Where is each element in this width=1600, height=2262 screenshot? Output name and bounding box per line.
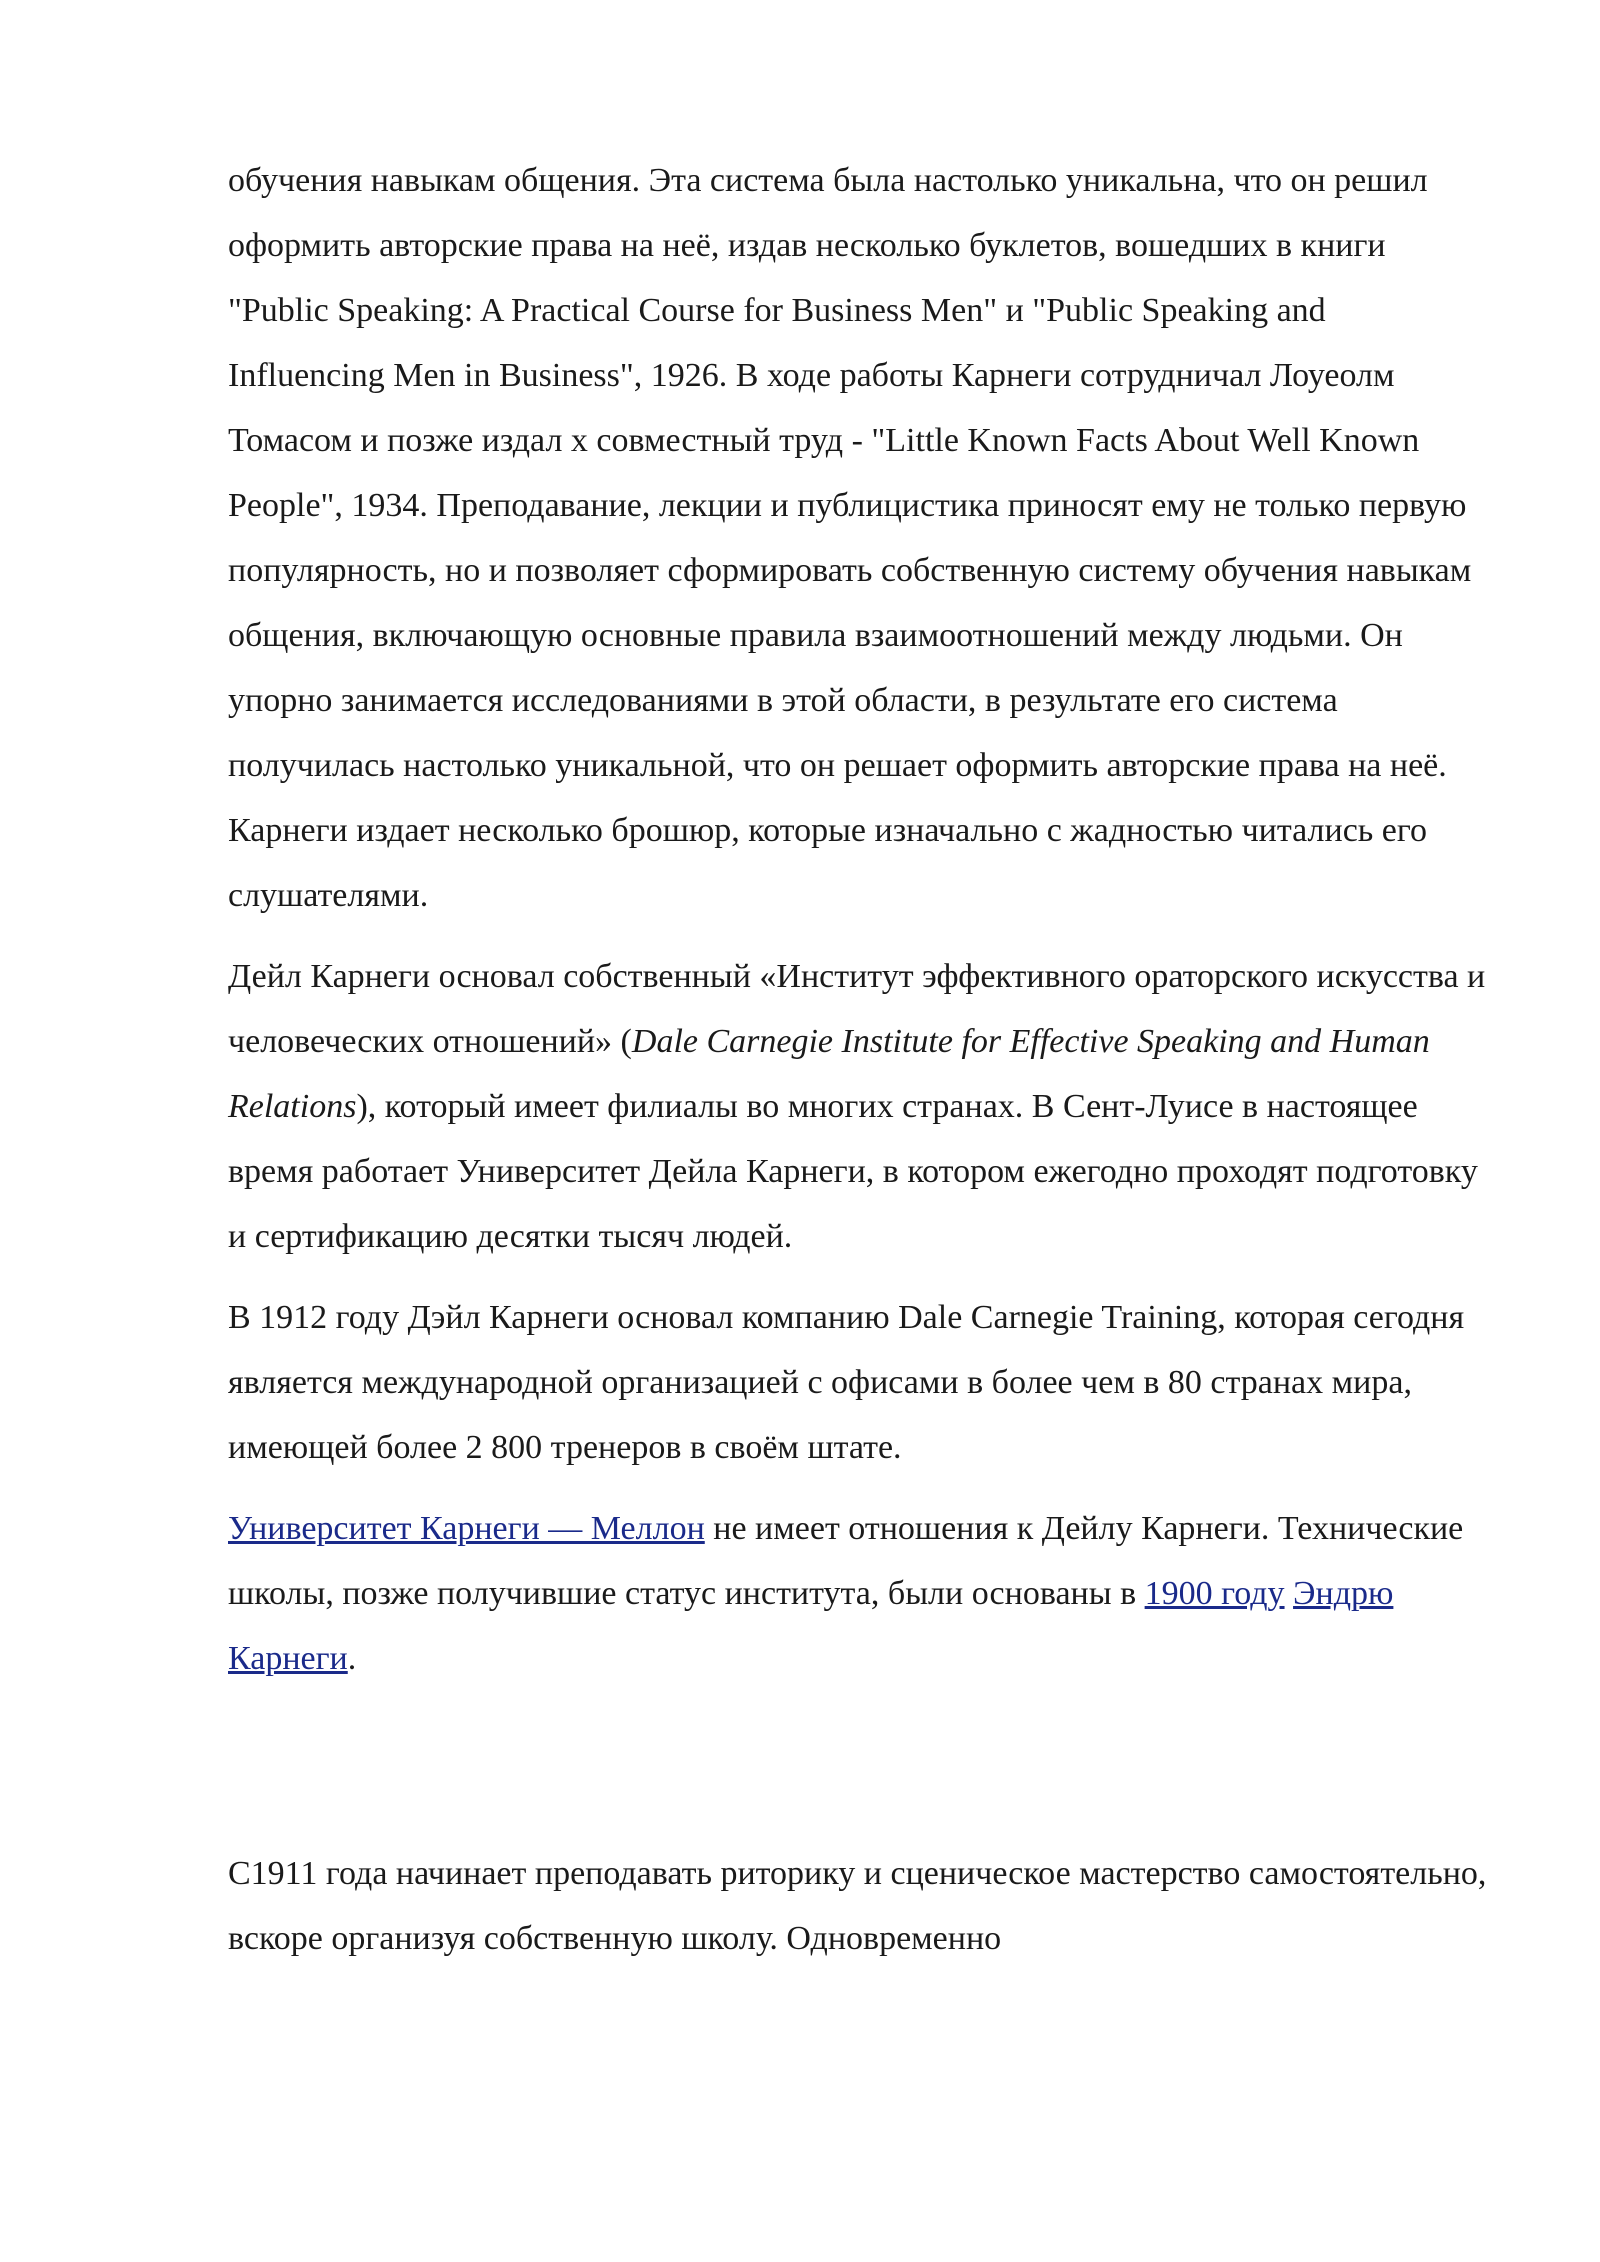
paragraph-carnegie-institute [228, 944, 1488, 1269]
paragraph-dale-carnegie-training: В 1912 году Дэйл Карнеги основал компанию Dale Carnegie Training, которая сегодня является международной организацией с офисами в более чем в 80 странах мира, имеющей более 2 800 тренеров в своём штате. [228, 1299, 1465, 1466]
institute-text-before: Дейл Карнеги основал собственный «Институт эффективного ораторского искусства и человеческих отношений» ( [228, 958, 1486, 1060]
institute-text-after: ), который имеет филиалы во многих странах. В Сент-Луисе в настоящее время работает Университет Дейла Карнеги, в котором ежегодно проходят подготовку и сертификацию десятки тысяч людей. [228, 1088, 1478, 1255]
sentence-end-period: . [347, 1640, 357, 1677]
institute-english-name: Dale Carnegie Institute for Effective Speaking and Human Relations [228, 1023, 1430, 1125]
link-andrew-carnegie[interactable]: Эндрю Карнеги [228, 1575, 1394, 1677]
link-separator-space [1285, 1575, 1294, 1612]
carnegie-mellon-text: не имеет отношения к Дейлу Карнеги. Технические школы, позже получившие статус института, были основаны в [228, 1510, 1464, 1612]
link-carnegie-mellon-university[interactable]: Университет Карнеги — Меллон [228, 1510, 705, 1547]
paragraph-carnegie-mellon [228, 1496, 1488, 1691]
link-year-1900[interactable]: 1900 году [1144, 1575, 1285, 1612]
paragraph-1911-teaching: С1911 года начинает преподавать риторику и сценическое мастерство самостоятельно, вскоре организуя собственную школу. Одновременно [228, 1855, 1487, 1957]
paragraph-carnegie-courses: обучения навыкам общения. Эта система была настолько уникальна, что он решил оформить авторские права на неё, издав несколько буклетов, вошедших в книги "Public Speaking: A Practical Course for Business Men" и "Public Speaking and Influencing Men in Business", 1926. В ходе работы Карнеги сотрудничал Лоуеолм Томасом и позже издал х совместный труд - "Little Known Facts About Well Known People", 1934. Преподавание, лекции и публицистика приносят ему не только первую популярность, но и позволяет сформировать собственную систему обучения навыкам общения, включающую основные правила взаимоотношений между людьми. Он упорно занимается исследованиями в этой области, в результате его система получилась настолько уникальной, что он решает оформить авторские права на неё. Карнеги издает несколько брошюр, которые изначально с жадностью читались его слушателями. [228, 162, 1472, 914]
document-body [228, 148, 1488, 1987]
